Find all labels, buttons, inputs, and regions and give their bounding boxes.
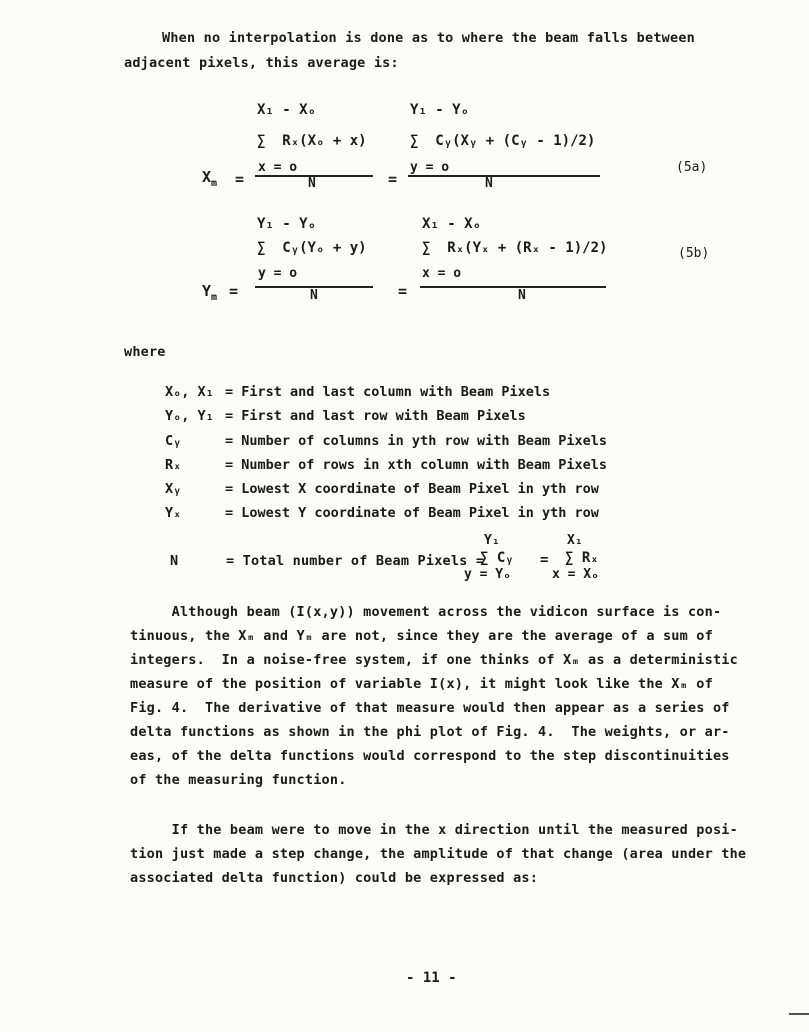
definition-symbol: Rₓ xyxy=(165,456,182,473)
eq5b-sum2-denominator: N xyxy=(518,288,526,303)
eq5b-fraction-bar-2 xyxy=(420,286,606,288)
paragraph-line: If the beam were to move in the x direction until the measured posi- xyxy=(130,822,738,838)
eq5a-sum1-upper: X₁ - Xₒ xyxy=(257,102,317,118)
paragraph-line: tinuous, the Xₘ and Yₘ are not, since they are the average of a sum of xyxy=(130,628,713,644)
paragraph-line: measure of the position of variable I(x), it might look like the Xₘ of xyxy=(130,676,713,692)
eq5b-sum2-upper: X₁ - Xₒ xyxy=(422,216,482,232)
eq5a-sum1-body: ∑ Rₓ(Xₒ + x) xyxy=(257,133,367,149)
n-sum1-lower: y = Yₒ xyxy=(464,567,511,582)
eq5a-sum1-lower: x = o xyxy=(258,160,298,175)
n-sum2-upper: X₁ xyxy=(567,533,583,548)
paragraph-line: delta functions as shown in the phi plot of Fig. 4. The weights, or ar- xyxy=(130,724,730,740)
eq5a-sum2-lower: y = o xyxy=(410,160,450,175)
eq5b-sum1-denominator: N xyxy=(310,288,318,303)
definition-text: = First and last row with Beam Pixels xyxy=(225,408,526,425)
eq5b-equals-1: = xyxy=(229,282,239,300)
paragraph-line: tion just made a step change, the amplitude of that change (area under the xyxy=(130,846,747,862)
definition-text: = Lowest Y coordinate of Beam Pixel in yth row xyxy=(225,505,599,522)
margin-mark xyxy=(789,1013,809,1015)
definition-symbol: Yₒ, Y₁ xyxy=(165,408,214,425)
eq5a-sum2-upper: Y₁ - Yₒ xyxy=(410,102,470,118)
definition-text: = Number of columns in yth row with Beam Pixels xyxy=(225,432,608,449)
paragraph-1 xyxy=(130,600,738,792)
definition-symbol: Cᵧ xyxy=(165,432,182,449)
n-sum1-body: ∑ Cᵧ xyxy=(480,550,514,566)
page-number: - 11 - xyxy=(406,970,457,986)
eq5a-sum2-body: ∑ Cᵧ(Xᵧ + (Cᵧ - 1)/2) xyxy=(410,133,596,149)
definition-symbol: Xₒ, X₁ xyxy=(165,384,214,400)
definition-symbol: Xᵧ xyxy=(165,481,182,498)
paragraph-2 xyxy=(130,818,747,890)
n-sum2-lower: x = Xₒ xyxy=(552,567,599,582)
eq5b-equals-2: = xyxy=(398,282,408,300)
eq5b-sum1-body: ∑ Cᵧ(Yₒ + y) xyxy=(257,240,367,256)
eq5a-fraction-bar-2 xyxy=(408,175,600,177)
eq5a-label: (5a) xyxy=(676,160,708,175)
definition-text: = Number of rows in xth column with Beam Pixels xyxy=(225,456,608,473)
eq5a-lhs: $X_m$ xyxy=(202,168,218,189)
eq5b-sum2-body: ∑ Rₓ(Yₓ + (Rₓ - 1)/2) xyxy=(422,240,608,256)
eq5b-sum1-lower: y = o xyxy=(258,266,298,281)
n-equals: = xyxy=(540,552,549,568)
intro-line-2: adjacent pixels, this average is: xyxy=(124,55,399,71)
eq5a-sum1-denominator: N xyxy=(308,176,316,191)
n-sum1-upper: Y₁ xyxy=(484,533,500,548)
eq5a-equals-1: = xyxy=(235,170,245,188)
n-symbol: N xyxy=(170,553,179,569)
paragraph-line: Fig. 4. The derivative of that measure would then appear as a series of xyxy=(130,700,730,716)
eq5b-lhs: $Y_m$ xyxy=(202,282,218,303)
paragraph-line: eas, of the delta functions would correspond to the step discontinuities xyxy=(130,748,730,764)
paragraph-line: integers. In a noise-free system, if one thinks of Xₘ as a deterministic xyxy=(130,652,738,668)
eq5a-equals-2: = xyxy=(388,170,398,188)
intro-line-1: When no interpolation is done as to where the beam falls between xyxy=(162,30,695,46)
definition-symbol: Yₓ xyxy=(165,505,182,522)
eq5b-sum1-upper: Y₁ - Yₒ xyxy=(257,216,317,232)
definition-text: = Lowest X coordinate of Beam Pixel in yth row xyxy=(225,481,599,498)
where-label: where xyxy=(124,344,166,360)
definition-text: = First and last column with Beam Pixels xyxy=(225,384,551,400)
eq5b-sum2-lower: x = o xyxy=(422,266,462,281)
paragraph-line: of the measuring function. xyxy=(130,772,347,788)
paragraph-line: Although beam (I(x,y)) movement across the vidicon surface is con- xyxy=(130,604,722,620)
paragraph-line: associated delta function) could be expressed as: xyxy=(130,870,539,886)
eq5a-sum2-denominator: N xyxy=(485,176,493,191)
n-sum2-body: ∑ Rₓ xyxy=(565,550,599,566)
eq5b-label: (5b) xyxy=(678,246,710,261)
n-text: = Total number of Beam Pixels = xyxy=(226,553,485,569)
